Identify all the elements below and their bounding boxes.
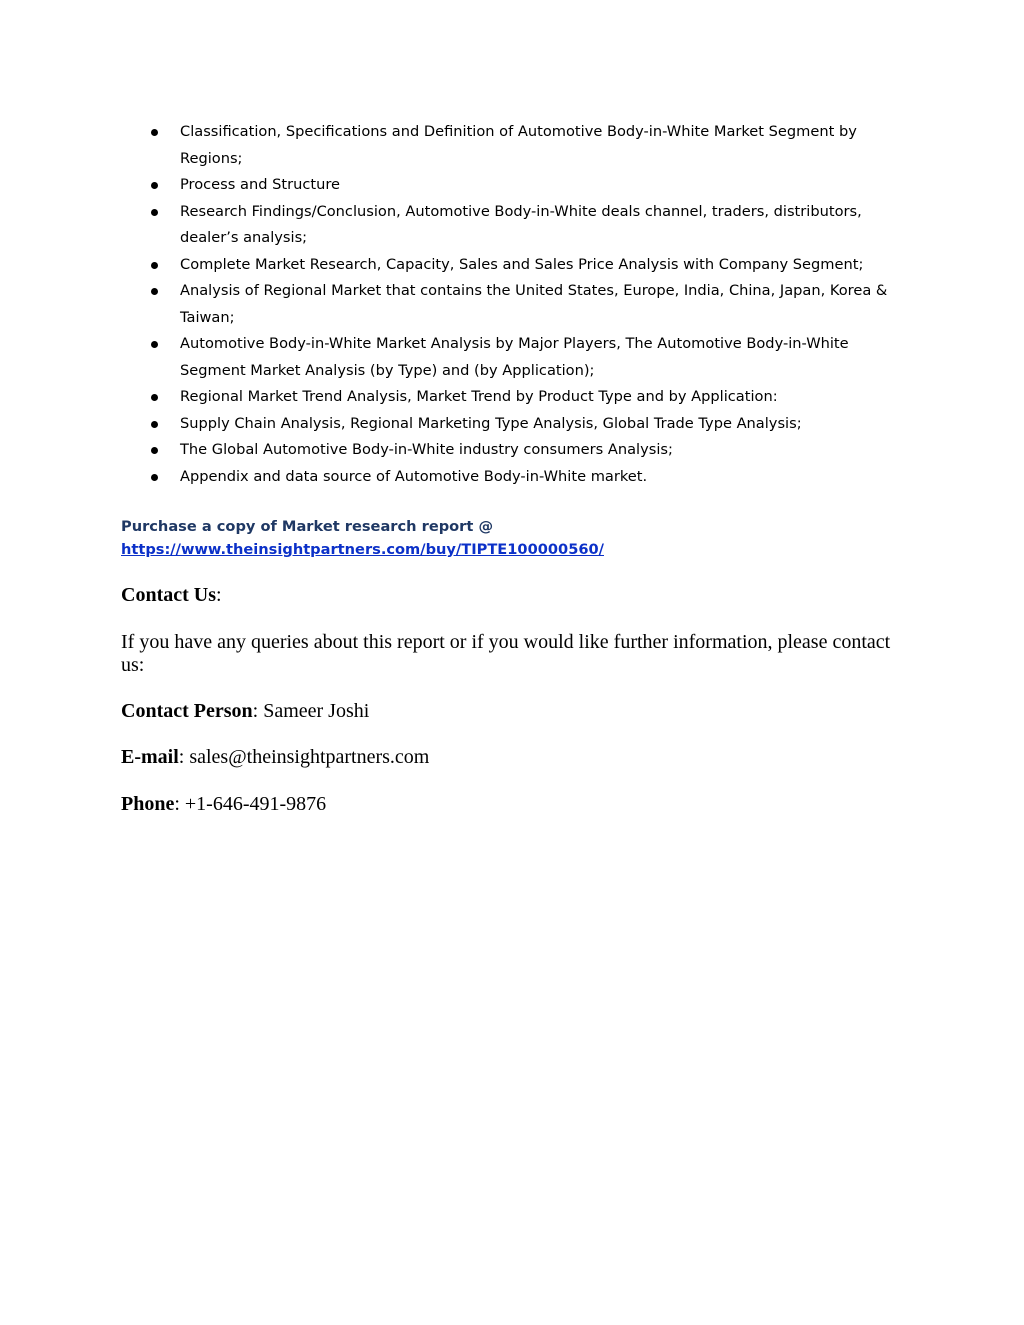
bullet-list — [121, 119, 901, 490]
list-item — [121, 411, 901, 438]
bullet-icon — [151, 288, 158, 295]
contact-email-value: : sales@theinsightpartners.com — [178, 746, 430, 768]
bullet-icon — [151, 129, 158, 136]
list-item — [121, 437, 901, 464]
list-item — [121, 172, 901, 199]
list-item-text: Research Findings/Conclusion, Automotive Body-in-White deals channel, traders, distributors, dealer’s analysis; — [180, 202, 862, 246]
bullet-icon — [151, 182, 158, 189]
list-item-text: Appendix and data source of Automotive Body-in-White market. — [180, 467, 648, 485]
bullet-icon — [151, 421, 158, 428]
list-item — [121, 199, 901, 252]
list-item — [121, 464, 901, 491]
contact-person-value: : Sameer Joshi — [252, 700, 370, 722]
list-item-text: Classification, Specifications and Definition of Automotive Body-in-White Market Segment by Regions; — [180, 123, 857, 167]
contact-heading-suffix: : — [216, 584, 222, 606]
list-item-text: Complete Market Research, Capacity, Sales and Sales Price Analysis with Company Segment; — [180, 255, 864, 273]
list-item-text: Regional Market Trend Analysis, Market Trend by Product Type and by Application: — [180, 388, 778, 405]
contact-person — [121, 700, 911, 723]
bullet-icon — [151, 394, 158, 401]
bullet-icon — [151, 262, 158, 269]
purchase-link[interactable]: https://www.theinsightpartners.com/buy/TIPTE100000560/ — [121, 541, 604, 558]
contact-phone-value: : +1-646-491-9876 — [174, 793, 327, 815]
list-item — [121, 384, 901, 411]
contact-phone — [121, 793, 911, 816]
list-item-text: The Global Automotive Body-in-White industry consumers Analysis; — [180, 441, 673, 458]
purchase-label: Purchase a copy of Market research report @ — [121, 518, 494, 535]
contact-intro: If you have any queries about this report or if you would like further information, please contact us: — [121, 631, 891, 676]
list-item — [121, 278, 901, 331]
bullet-icon — [151, 341, 158, 348]
purchase-block — [121, 515, 901, 561]
contact-person-label: Contact Person — [121, 700, 253, 722]
contact-heading — [121, 584, 911, 607]
list-item — [121, 252, 901, 279]
list-item-text: Analysis of Regional Market that contains the United States, Europe, India, China, Japan, Korea & Taiwan; — [180, 282, 888, 326]
bullet-icon — [151, 474, 158, 481]
list-item — [121, 119, 901, 172]
list-item-text: Automotive Body-in-White Market Analysis by Major Players, The Automotive Body-in-White Segment Market Analysis (by Type) and (by Application); — [180, 335, 849, 379]
bullet-icon — [151, 447, 158, 454]
contact-phone-label: Phone — [121, 793, 175, 815]
list-item-text: Process and Structure — [180, 176, 340, 193]
contact-email-label: E-mail — [121, 746, 179, 768]
contact-email — [121, 746, 911, 769]
list-item-text: Supply Chain Analysis, Regional Marketing Type Analysis, Global Trade Type Analysis; — [180, 414, 802, 432]
bullet-icon — [151, 209, 158, 216]
list-item — [121, 331, 901, 384]
contact-heading-label: Contact Us — [121, 584, 216, 606]
